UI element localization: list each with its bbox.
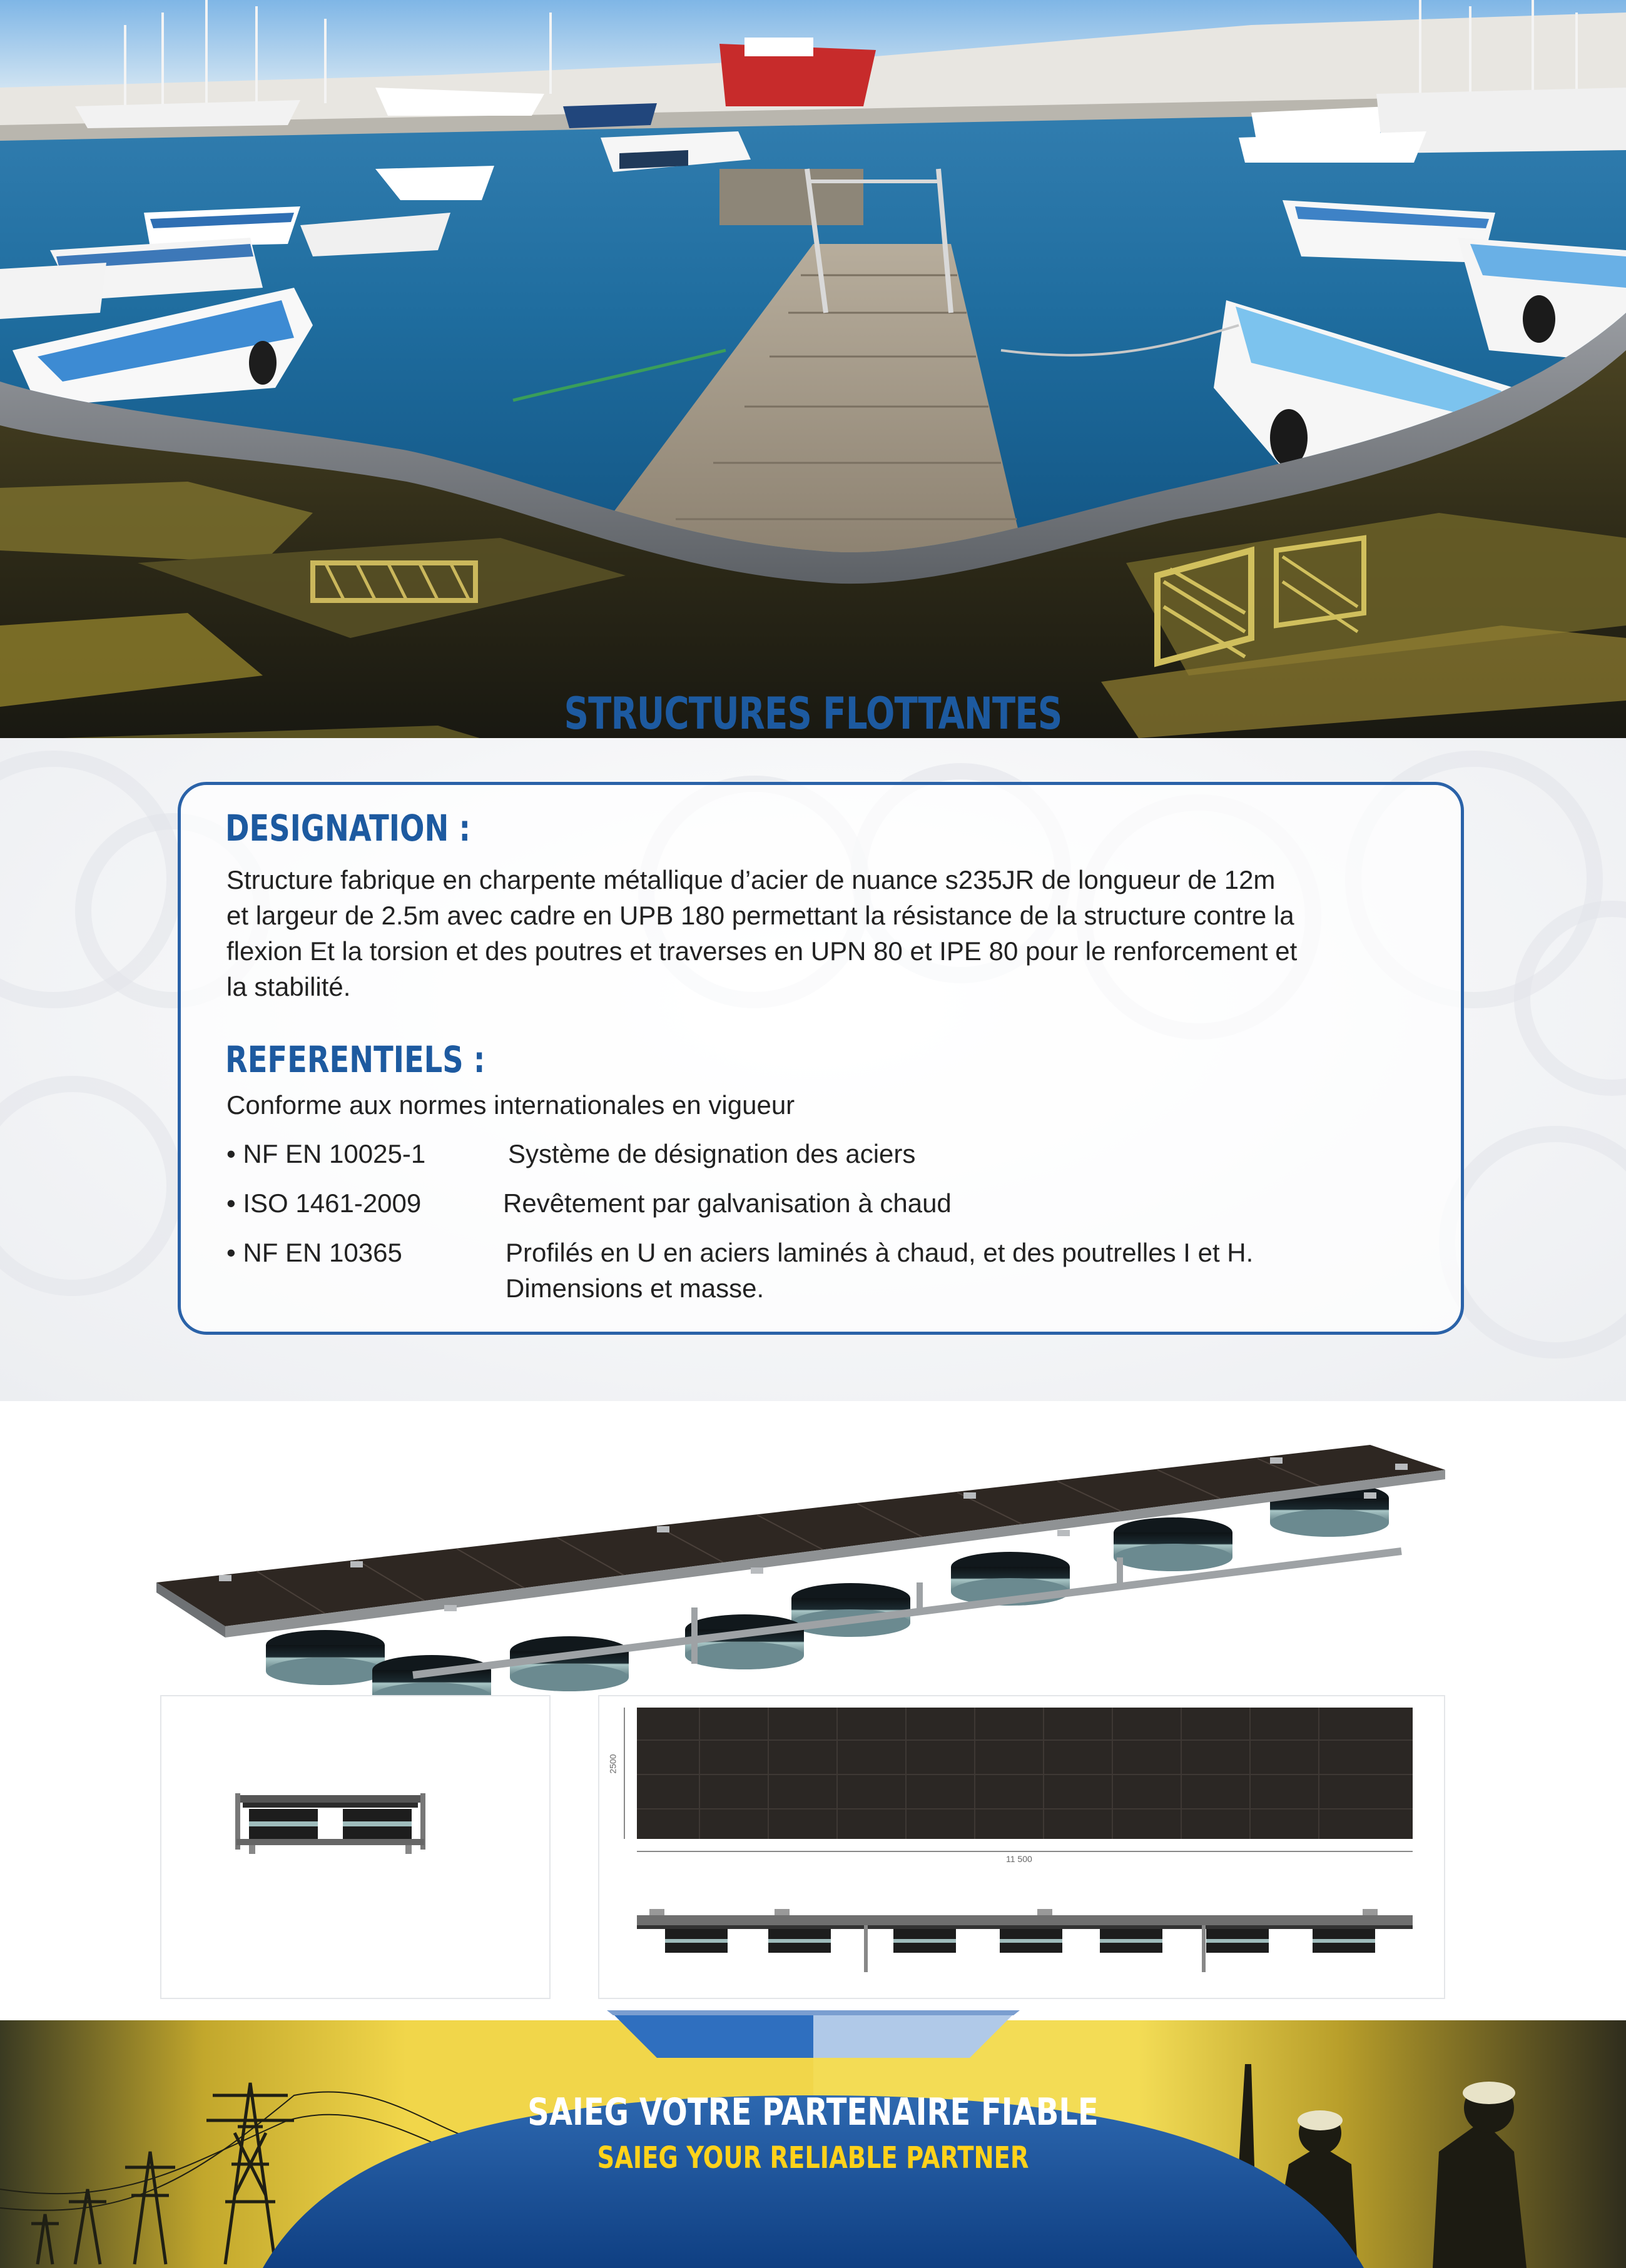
designation-line: flexion Et la torsion et des poutres et traverses en UPN 80 et IPE 80 pour le renforcement et xyxy=(226,936,1298,966)
footer-slogan-en: SAIEG YOUR RELIABLE PARTNER xyxy=(597,2140,1029,2175)
width-dimension-label: 2500 xyxy=(607,1754,618,1774)
pontoon-3d-render xyxy=(144,1376,1483,1726)
standard-description-line2: Dimensions et masse. xyxy=(506,1273,765,1303)
designation-line: la stabilité. xyxy=(226,972,351,1001)
standard-description: Profilés en U en aciers laminés à chaud, et des poutrelles I et H. xyxy=(506,1238,1254,1267)
referentiels-heading: REFERENTIELS : xyxy=(225,1038,485,1081)
footer-slogan-fr: SAIEG VOTRE PARTENAIRE FIABLE xyxy=(527,2090,1099,2134)
designation-line: et largeur de 2.5m avec cadre en UPB 180 permettant la résistance de la structure contre la xyxy=(226,901,1294,930)
standard-code: • ISO 1461-2009 xyxy=(226,1188,422,1218)
drawing-end-view-panel xyxy=(160,1695,551,1999)
standard-item xyxy=(226,1185,1415,1223)
designation-text xyxy=(226,862,1428,1005)
footer-banner xyxy=(0,2002,1626,2268)
drawing-plan-and-side-view-panel xyxy=(598,1695,1445,1999)
standard-description: Revêtement par galvanisation à chaud xyxy=(503,1188,952,1218)
designation-line: Structure fabrique en charpente métallique d’acier de nuance s235JR de longueur de 12m xyxy=(226,865,1276,894)
referentiels-intro: Conforme aux normes internationales en vigueur xyxy=(226,1090,795,1120)
standard-code: • NF EN 10025-1 xyxy=(226,1139,426,1168)
designation-heading: DESIGNATION : xyxy=(225,807,471,849)
standard-code: • NF EN 10365 xyxy=(226,1238,402,1267)
standard-item xyxy=(226,1235,1415,1310)
length-dimension-label: 11 500 xyxy=(1006,1854,1032,1864)
standard-item xyxy=(226,1136,1415,1173)
standard-description: Système de désignation des aciers xyxy=(508,1139,916,1168)
page-title: STRUCTURES FLOTTANTES xyxy=(564,688,1062,739)
hero-marina-photo xyxy=(0,0,1626,776)
